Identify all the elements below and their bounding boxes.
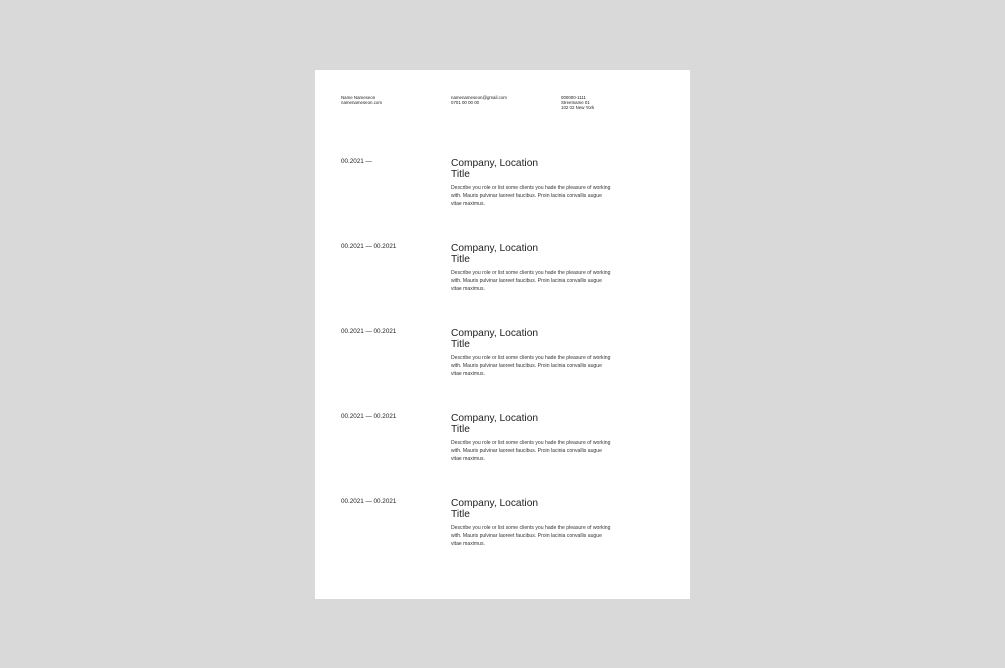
- entry-description: Describe you role or list some clients you hade the pleasure of working with. Mauris pulvinar laoreet faucibus. Proin lacinia convallis augue vitae maximus.: [451, 185, 611, 207]
- contact-name-column: [341, 96, 382, 106]
- contact-header: [341, 96, 664, 116]
- contact-phone: 0701 00 00 00: [451, 99, 480, 105]
- contact-name: Name Nameseon: [341, 95, 376, 100]
- entry-date: 00.2021 — 00.2021: [341, 498, 397, 505]
- contact-street: Streetname 01: [561, 99, 590, 105]
- experience-entry: [341, 243, 664, 313]
- entry-date: 00.2021 — 00.2021: [341, 243, 397, 250]
- entry-company: Company, Location: [451, 243, 539, 254]
- contact-fax: 000000-1111: [561, 95, 586, 100]
- entry-role: Title: [451, 169, 470, 181]
- experience-entry: [341, 328, 664, 398]
- contact-city: 102 02 New York: [561, 104, 595, 110]
- entry-role: Title: [451, 254, 470, 266]
- entry-content: [451, 413, 621, 463]
- entry-description: Describe you role or list some clients you hade the pleasure of working with. Mauris pulvinar laoreet faucibus. Proin lacinia convallis augue vitae maximus.: [451, 270, 611, 292]
- entry-description: Describe you role or list some clients you hade the pleasure of working with. Mauris pulvinar laoreet faucibus. Proin lacinia convallis augue vitae maximus.: [451, 355, 611, 377]
- entry-company: Company, Location: [451, 413, 539, 424]
- entry-content: [451, 243, 621, 293]
- entry-company: Company, Location: [451, 328, 539, 339]
- contact-website: namenameseon.com: [341, 99, 383, 105]
- document-page: [315, 70, 690, 599]
- entry-date: 00.2021 — 00.2021: [341, 328, 397, 335]
- entry-company: Company, Location: [451, 158, 539, 169]
- experience-entry: [341, 413, 664, 483]
- entry-role: Title: [451, 424, 470, 436]
- contact-email: namenameseon@gmail.com: [451, 95, 507, 100]
- contact-email-column: [451, 96, 507, 106]
- contact-address-column: [561, 96, 594, 110]
- entry-date: 00.2021 —: [341, 158, 372, 165]
- entry-description: Describe you role or list some clients you hade the pleasure of working with. Mauris pulvinar laoreet faucibus. Proin lacinia convallis augue vitae maximus.: [451, 440, 611, 462]
- entry-company: Company, Location: [451, 498, 539, 509]
- experience-entry: [341, 498, 664, 568]
- entry-description: Describe you role or list some clients you hade the pleasure of working with. Mauris pulvinar laoreet faucibus. Proin lacinia convallis augue vitae maximus.: [451, 525, 611, 547]
- entry-content: [451, 158, 621, 208]
- experience-entry: [341, 158, 664, 228]
- entry-content: [451, 498, 621, 548]
- entry-date: 00.2021 — 00.2021: [341, 413, 397, 420]
- entry-role: Title: [451, 509, 470, 521]
- entry-content: [451, 328, 621, 378]
- entry-role: Title: [451, 339, 470, 351]
